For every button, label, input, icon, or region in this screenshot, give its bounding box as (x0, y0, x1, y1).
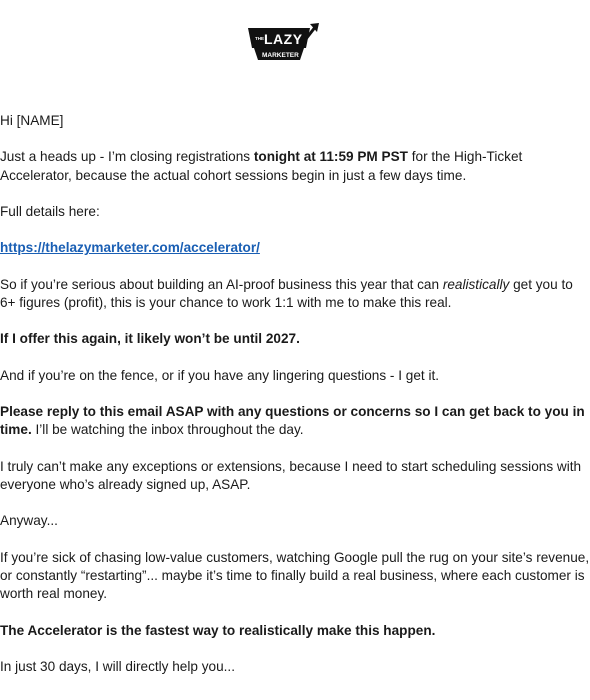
paragraph-fence: And if you’re on the fence, or if you have any lingering questions - I get it. (0, 367, 440, 383)
paragraph-accelerator: The Accelerator is the fastest way to realistically make this happen. (0, 622, 436, 638)
logo-text-main: LAZY (264, 31, 303, 47)
greeting: Hi [NAME] (0, 113, 64, 128)
paragraph-scarcity: If I offer this again, it likely won’t be until 2027. (0, 331, 300, 347)
paragraph-no-extensions: I truly can’t make any exceptions or extensions, because I need to start scheduling sessions with everyone who’s already signed up, ASAP. (0, 458, 582, 492)
paragraph-pitch: So if you’re serious about building an AI-proof business this year that can realistically get you to 6+ figures (profit), this is your chance to work 1:1 with me to make this real. (0, 276, 573, 310)
paragraph-30-days: In just 30 days, I will directly help you... (0, 658, 235, 674)
paragraph-details: Full details here: (0, 203, 100, 219)
paragraph-sick-of: If you’re sick of chasing low-value customers, watching Google pull the rug on your site’s revenue, or constantly “restarting”... maybe it’s time to finally build a real business, where each customer is worth real money. (0, 549, 590, 602)
paragraph-link (0, 239, 590, 257)
paragraph-deadline: Just a heads up - I’m closing registrations tonight at 11:59 PM PST for the High-Ticket Accelerator, because the actual cohort sessions begin in just a few days time. (0, 149, 523, 183)
logo-text-top: THE (255, 36, 264, 41)
paragraph-reply: Please reply to this email ASAP with any questions or concerns so I can get back to you in time. I’ll be watching the inbox throughout the day. (0, 404, 585, 438)
emphasis-text: realistically (442, 276, 510, 292)
deadline-text: tonight at 11:59 PM PST (253, 149, 408, 165)
lazy-marketer-logo-icon (244, 22, 324, 66)
email-content (0, 112, 590, 694)
accelerator-link[interactable]: https://thelazymarketer.com/accelerator/ (0, 240, 260, 256)
logo-text-bottom: MARKETER (262, 52, 299, 59)
brand-logo (244, 22, 324, 66)
paragraph-anyway: Anyway... (0, 513, 58, 529)
